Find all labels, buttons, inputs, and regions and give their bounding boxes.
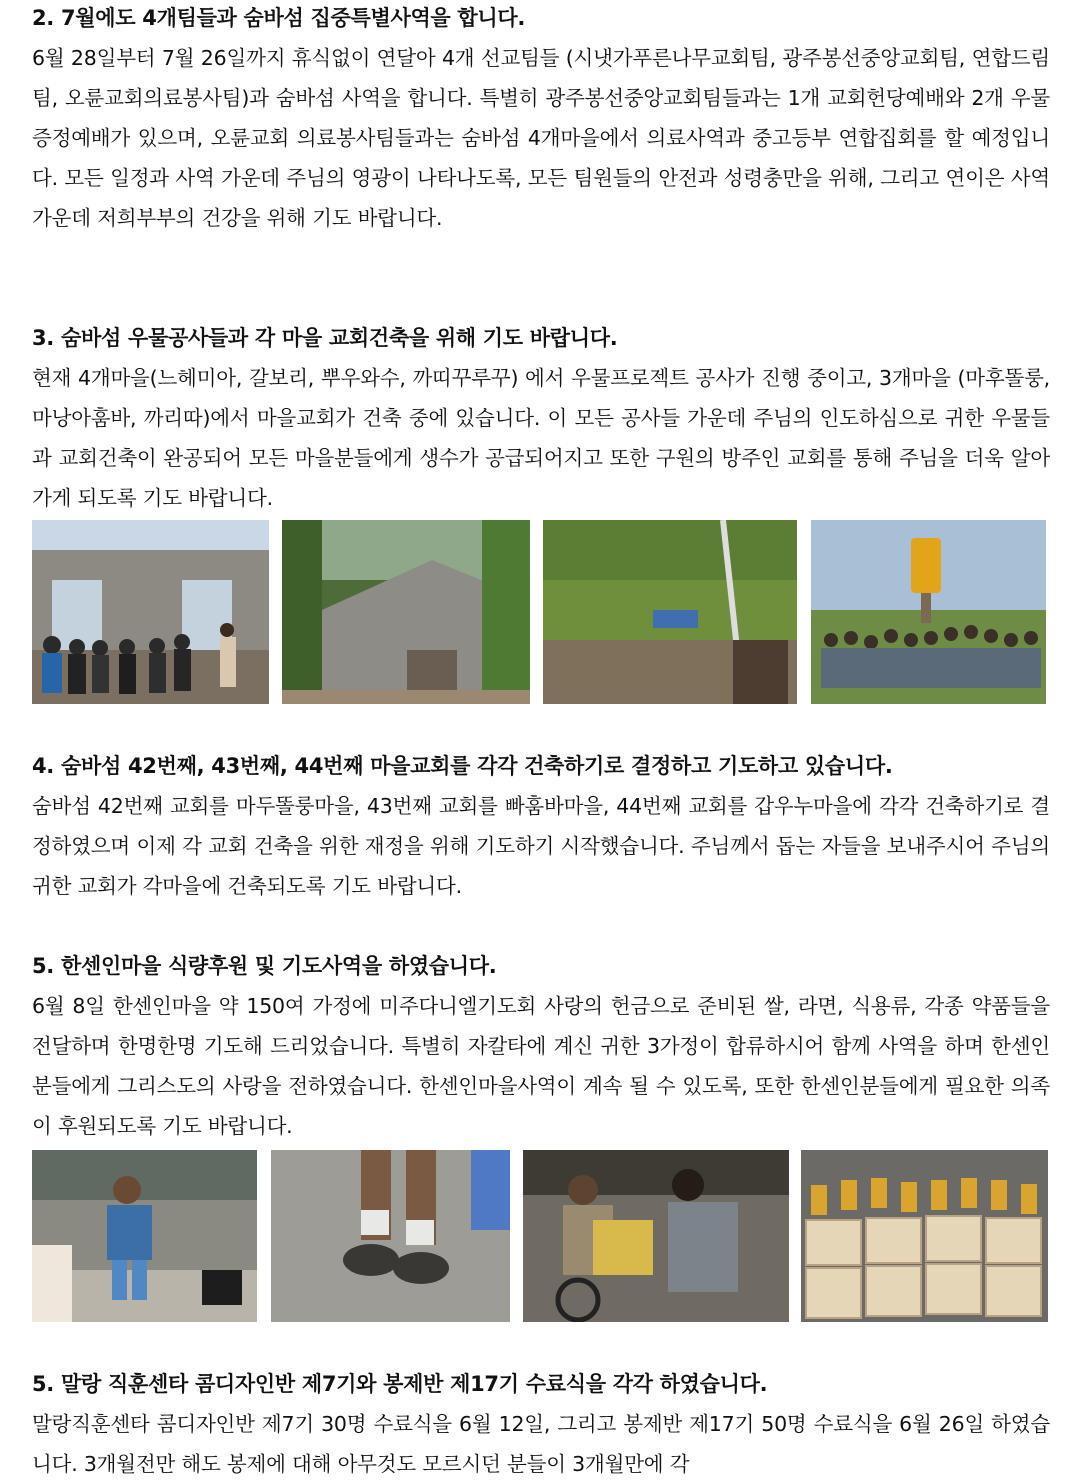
section-body: 6월 28일부터 7월 26일까지 휴식없이 연달아 4개 선교팀들 (시냇가푸른나무교회팀, 광주봉선중앙교회팀, 연합드림팀, 오륜교회의료봉사팀)과 숨바섬 사역을 합니다. 특별히 광주봉선중앙교회팀들과는 1개 교회헌당예배와 2개 우물증정예배가 있으며, 오륜교회 의료봉사팀들과는 숨바섬 4개마을에서 의료사역과 중고등부 연합집회를 할 예정입니다. 모든 일정과 사역 가운데 주님의 영광이 나타나도록, 모든 팀원들의 안전과 성령충만을 위해, 그리고 연이은 사역가운데 저희부부의 건강을 위해 기도 바랍니다. <box>32 46 1050 230</box>
supply-boxes-photo <box>801 1150 1048 1322</box>
section-body: 말랑직훈센타 콤디자인반 제7기 30명 수료식을 6월 12일, 그리고 봉제반 제17기 50명 수료식을 6월 26일 하였습니다. 3개월전만 해도 봉제에 대해 아무것도 모르시던 분들이 3개월만에 각 <box>32 1412 1050 1476</box>
section-heading: 4. 숨바섬 42번째, 43번째, 44번째 마을교회를 각각 건축하기로 결정하고 기도하고 있습니다. <box>32 754 893 778</box>
water-tower-group-photo <box>811 520 1046 704</box>
seated-man-photo <box>32 1150 257 1322</box>
photo-row-food-support <box>32 1150 1050 1336</box>
section-graduation <box>32 1364 1050 1484</box>
section-wells-churches <box>32 318 1050 518</box>
photo-row-construction <box>32 520 1050 706</box>
section-prayer-teams <box>32 0 1050 238</box>
feet-photo <box>271 1150 510 1322</box>
brick-wall-photo <box>282 520 530 704</box>
section-heading: 2. 7월에도 4개팀들과 숨바섬 집중특별사역을 합니다. <box>32 6 526 30</box>
section-heading: 3. 숨바섬 우물공사들과 각 마을 교회건축을 위해 기도 바랍니다. <box>32 326 618 350</box>
section-body: 숨바섬 42번째 교회를 마두똘룽마을, 43번째 교회를 빠훔바마을, 44번째 교회를 갑우누마을에 각각 건축하기로 결정하였으며 이제 각 교회 건축을 위한 재정을 위해 기도하기 시작했습니다. 주님께서 돕는 자들을 보내주시어 주님의 귀한 교회가 각마을에 건축되도록 기도 바랍니다. <box>32 794 1050 898</box>
food-delivery-photo <box>523 1150 789 1322</box>
section-body: 현재 4개마을(느헤미아, 갈보리, 뿌우와수, 까띠꾸루꾸) 에서 우물프로젝트 공사가 진행 중이고, 3개마을 (마후똘룽, 마낭아훔바, 까리따)에서 마을교회가 건축 중에 있습니다. 이 모든 공사들 가운데 주님의 인도하심으로 귀한 우물들과 교회건축이 완공되어 모든 마을분들에게 생수가 공급되어지고 또한 구원의 방주인 교회를 통해 주님을 더욱 알아가게 되도록 기도 바랍니다. <box>32 366 1050 510</box>
well-drilling-photo <box>543 520 797 704</box>
section-new-churches <box>32 746 1050 906</box>
section-body: 6월 8일 한센인마을 약 150여 가정에 미주다니엘기도회 사랑의 헌금으로 준비된 쌀, 라면, 식용류, 각종 약품들을 전달하며 한명한명 기도해 드리었습니다. 특별히 자칼타에 계신 귀한 3가정이 합류하시어 함께 사역을 하며 한센인분들에게 그리스도의 사랑을 전하였습니다. 한센인마을사역이 계속 될 수 있도록, 또한 한센인분들에게 필요한 의족이 후원되도록 기도 바랍니다. <box>32 994 1050 1138</box>
section-heading: 5. 한센인마을 식량후원 및 기도사역을 하였습니다. <box>32 954 497 978</box>
church-construction-photo <box>32 520 269 704</box>
section-leprosy-village <box>32 946 1050 1146</box>
section-heading: 5. 말랑 직훈센타 콤디자인반 제7기와 봉제반 제17기 수료식을 각각 하였습니다. <box>32 1372 768 1396</box>
